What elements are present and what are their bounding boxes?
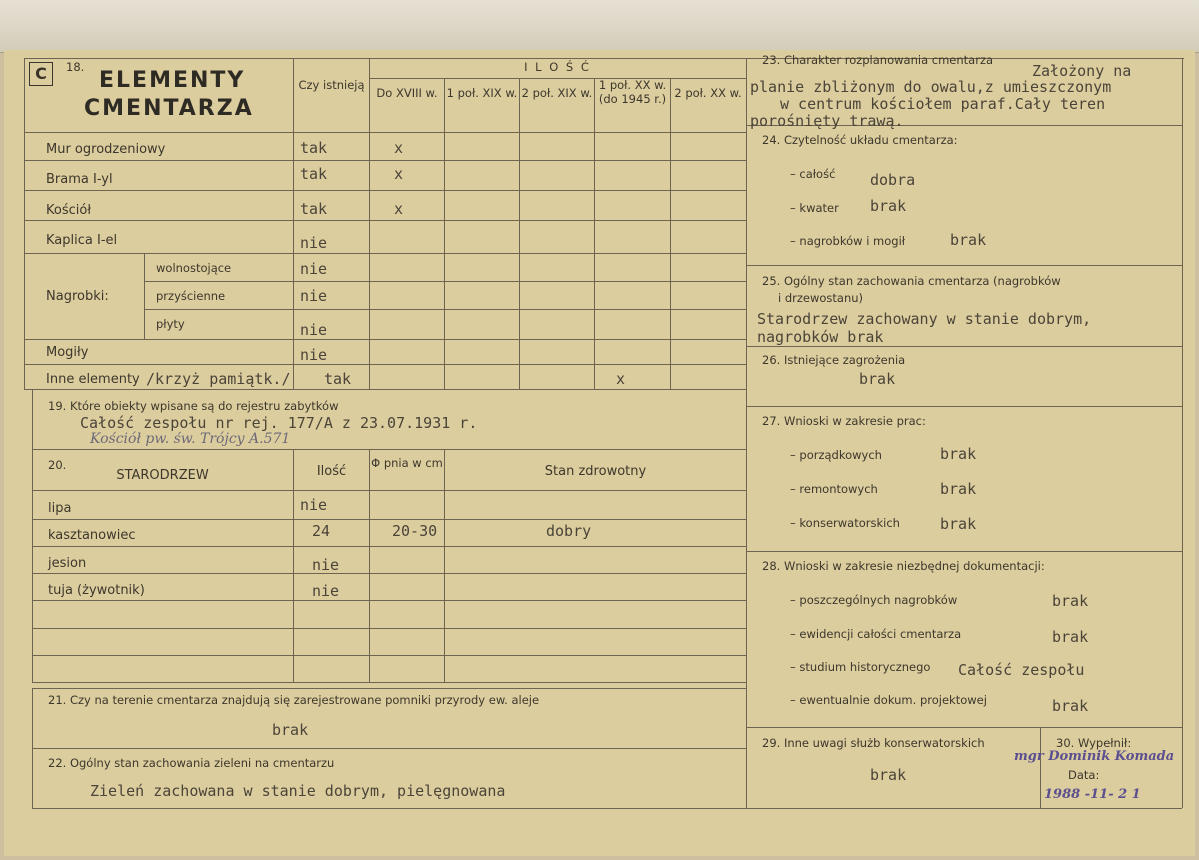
- column-header-period: 1 poł. XIX w.: [446, 86, 518, 100]
- works-item-label: – konserwatorskich: [790, 516, 900, 530]
- legibility-item-label: – całość: [790, 167, 836, 181]
- tree-quantity: 24: [312, 522, 331, 540]
- element-label: Inne elementy: [46, 372, 140, 387]
- natural-monuments-value: brak: [272, 721, 309, 739]
- grid-line: [144, 253, 145, 339]
- grid-line: [32, 573, 746, 574]
- section-22-label: 22. Ogólny stan zachowania zieleni na cmentarzu: [48, 756, 335, 770]
- documentation-item-label: – poszczególnych nagrobków: [790, 593, 958, 607]
- grid-line: [746, 265, 1182, 266]
- handwritten-register-note: Kościół pw. św. Trójcy A.571: [90, 431, 291, 447]
- tree-name: lipa: [48, 501, 72, 516]
- grid-line: [32, 490, 746, 491]
- date-stamp: 1988 -11- 2 1: [1044, 787, 1141, 802]
- tree-name: kasztanowiec: [48, 528, 136, 543]
- grid-line: [1040, 727, 1041, 808]
- middle-divider: [746, 58, 747, 808]
- column-header-period: 2 poł. XIX w.: [521, 86, 593, 100]
- grid-line: [144, 309, 746, 310]
- quantity-header: I L O Ś Ć: [524, 60, 591, 74]
- section-19-label: 19. Które obiekty wpisane są do rejestru zabytków: [48, 399, 339, 413]
- legibility-item-value: brak: [950, 231, 987, 249]
- layout-description-line: porośnięty trawą.: [750, 112, 904, 130]
- section-18-title: ELEMENTY: [99, 68, 246, 93]
- section-28-label: 28. Wnioski w zakresie niezbędnej dokumentacji:: [762, 559, 1045, 573]
- column-header-period: Do XVIII w.: [376, 86, 438, 100]
- element-label: Brama I-yl: [46, 172, 113, 187]
- grid-line: [32, 688, 33, 748]
- grid-line: [519, 78, 520, 389]
- element-period-mark: x: [616, 370, 626, 388]
- documentation-item-value: brak: [1052, 592, 1089, 610]
- top-tape-strip: [0, 0, 1199, 53]
- element-exists-value: nie: [300, 260, 328, 278]
- section-18-number: 18.: [66, 60, 85, 74]
- section-25-label: 25. Ogólny stan zachowania cmentarza (nagrobków: [762, 274, 1061, 288]
- layout-description-line: w centrum kościołem paraf.Cały teren: [780, 95, 1106, 113]
- grid-line: [24, 253, 746, 254]
- section-24-label: 24. Czytelność układu cmentarza:: [762, 133, 958, 147]
- grid-line: [32, 600, 746, 601]
- works-item-value: brak: [940, 445, 977, 463]
- legibility-item-label: – kwater: [790, 201, 839, 215]
- card-letter-box: C: [29, 62, 53, 86]
- preservation-state-value: nagrobków brak: [757, 328, 884, 346]
- element-label: Mur ogrodzeniowy: [46, 142, 166, 157]
- element-label: Kościół: [46, 203, 92, 218]
- element-exists-value: nie: [300, 321, 328, 339]
- section-26-label: 26. Istniejące zagrożenia: [762, 353, 906, 367]
- tree-diameter: 20-30: [392, 522, 438, 540]
- works-item-value: brak: [940, 515, 977, 533]
- grid-line: [24, 220, 746, 221]
- section-21-label: 21. Czy na terenie cmentarza znajdują się zarejestrowane pomniki przyrody ew. aleje: [48, 693, 540, 707]
- grid-line: [32, 519, 746, 520]
- right-border: [1182, 58, 1183, 808]
- grid-line: [670, 78, 671, 389]
- top-border: [24, 58, 1184, 59]
- element-exists-value: nie: [300, 346, 328, 364]
- grid-line: [746, 727, 1182, 728]
- element-label: Mogiły: [46, 345, 89, 360]
- grid-line: [32, 745, 33, 808]
- documentation-item-value: brak: [1052, 628, 1089, 646]
- element-period-mark: x: [394, 200, 404, 218]
- grid-line: [32, 628, 746, 629]
- works-item-label: – remontowych: [790, 482, 878, 496]
- element-period-mark: x: [394, 165, 404, 183]
- column-header-diameter: Φ pnia w cm: [371, 456, 443, 470]
- legibility-item-label: – nagrobków i mogił: [790, 234, 906, 248]
- grid-line: [24, 190, 746, 191]
- element-exists-value: tak: [324, 370, 352, 388]
- grid-line: [32, 546, 746, 547]
- greenery-state-value: Zieleń zachowana w stanie dobrym, pielęgnowana: [90, 782, 506, 800]
- grid-line: [24, 160, 746, 161]
- section-30-label: 30. Wypełnił:: [1056, 736, 1132, 750]
- element-label: wolnostojące: [156, 261, 232, 275]
- section-20-number: 20.: [48, 458, 67, 472]
- grid-line: [144, 281, 746, 282]
- other-remarks-value: brak: [870, 766, 907, 784]
- element-exists-value: nie: [300, 234, 328, 252]
- grid-line: [369, 449, 370, 682]
- grid-line: [24, 364, 746, 365]
- documentation-item-value: Całość zespołu: [958, 661, 1085, 679]
- element-label: Kaplica I-el: [46, 233, 118, 248]
- column-header-period: 2 poł. XX w.: [674, 86, 742, 100]
- documentation-item-value: brak: [1052, 697, 1089, 715]
- section-20-title: STARODRZEW: [116, 468, 209, 483]
- grid-line: [594, 78, 595, 389]
- record-card: [4, 50, 1195, 856]
- grid-line: [24, 339, 746, 340]
- layout-description-line: planie zbliżonym do owalu,z umieszczonym: [750, 78, 1112, 96]
- tree-quantity: nie: [300, 496, 328, 514]
- grid-line: [32, 449, 746, 450]
- works-item-label: – porządkowych: [790, 448, 882, 462]
- nagrobki-label: Nagrobki:: [46, 289, 109, 304]
- element-exists-value: tak: [300, 139, 328, 157]
- column-header-health: Stan zdrowotny: [544, 464, 647, 479]
- documentation-item-label: – ewentualnie dokum. projektowej: [790, 693, 987, 707]
- date-label: Data:: [1068, 768, 1100, 782]
- tree-quantity: nie: [312, 556, 340, 574]
- column-header-exists: Czy istnieją: [298, 78, 365, 92]
- element-period-mark: x: [394, 139, 404, 157]
- bottom-border: [32, 808, 1182, 809]
- grid-line: [32, 389, 33, 682]
- column-header-quantity: Ilość: [316, 464, 347, 479]
- grid-line: [444, 449, 445, 682]
- tree-name: jesion: [48, 556, 87, 571]
- tree-quantity: nie: [312, 582, 340, 600]
- tree-name: tuja (żywotnik): [48, 583, 145, 598]
- other-elements-value: /krzyż pamiątk./: [146, 370, 291, 388]
- section-23-label: 23. Charakter rozplanowania cmentarza: [762, 53, 994, 67]
- layout-description-line: Założony na: [1032, 62, 1132, 80]
- works-item-value: brak: [940, 480, 977, 498]
- section-27-label: 27. Wnioski w zakresie prac:: [762, 414, 926, 428]
- grid-line: [24, 389, 746, 390]
- column-header-period: 1 poł. XX w. (do 1945 r.): [598, 78, 667, 106]
- documentation-item-label: – studium historycznego: [790, 660, 931, 674]
- register-entry-value: Całość zespołu nr rej. 177/A z 23.07.1931 r.: [80, 414, 478, 432]
- element-label: płyty: [156, 317, 185, 331]
- grid-line: [369, 78, 746, 79]
- grid-line: [32, 748, 746, 749]
- tree-health-state: dobry: [546, 522, 592, 540]
- filled-by-stamp: mgr Dominik Komada: [1014, 749, 1175, 764]
- legibility-item-value: brak: [870, 197, 907, 215]
- element-exists-value: tak: [300, 200, 328, 218]
- grid-line: [746, 406, 1182, 407]
- grid-line: [24, 132, 746, 133]
- section-29-label: 29. Inne uwagi służb konserwatorskich: [762, 736, 985, 750]
- grid-line: [444, 78, 445, 389]
- grid-line: [293, 449, 294, 682]
- grid-line: [746, 346, 1182, 347]
- section-18-title: CMENTARZA: [84, 96, 254, 121]
- element-label: przyścienne: [156, 289, 226, 303]
- element-exists-value: nie: [300, 287, 328, 305]
- grid-line: [32, 655, 746, 656]
- element-exists-value: tak: [300, 165, 328, 183]
- section-25-label: i drzewostanu): [778, 291, 864, 305]
- grid-line: [32, 682, 746, 683]
- legibility-item-value: dobra: [870, 171, 916, 189]
- preservation-state-value: Starodrzew zachowany w stanie dobrym,: [757, 310, 1092, 328]
- grid-line: [746, 551, 1182, 552]
- grid-line: [32, 688, 746, 689]
- threats-value: brak: [859, 370, 896, 388]
- documentation-item-label: – ewidencji całości cmentarza: [790, 627, 962, 641]
